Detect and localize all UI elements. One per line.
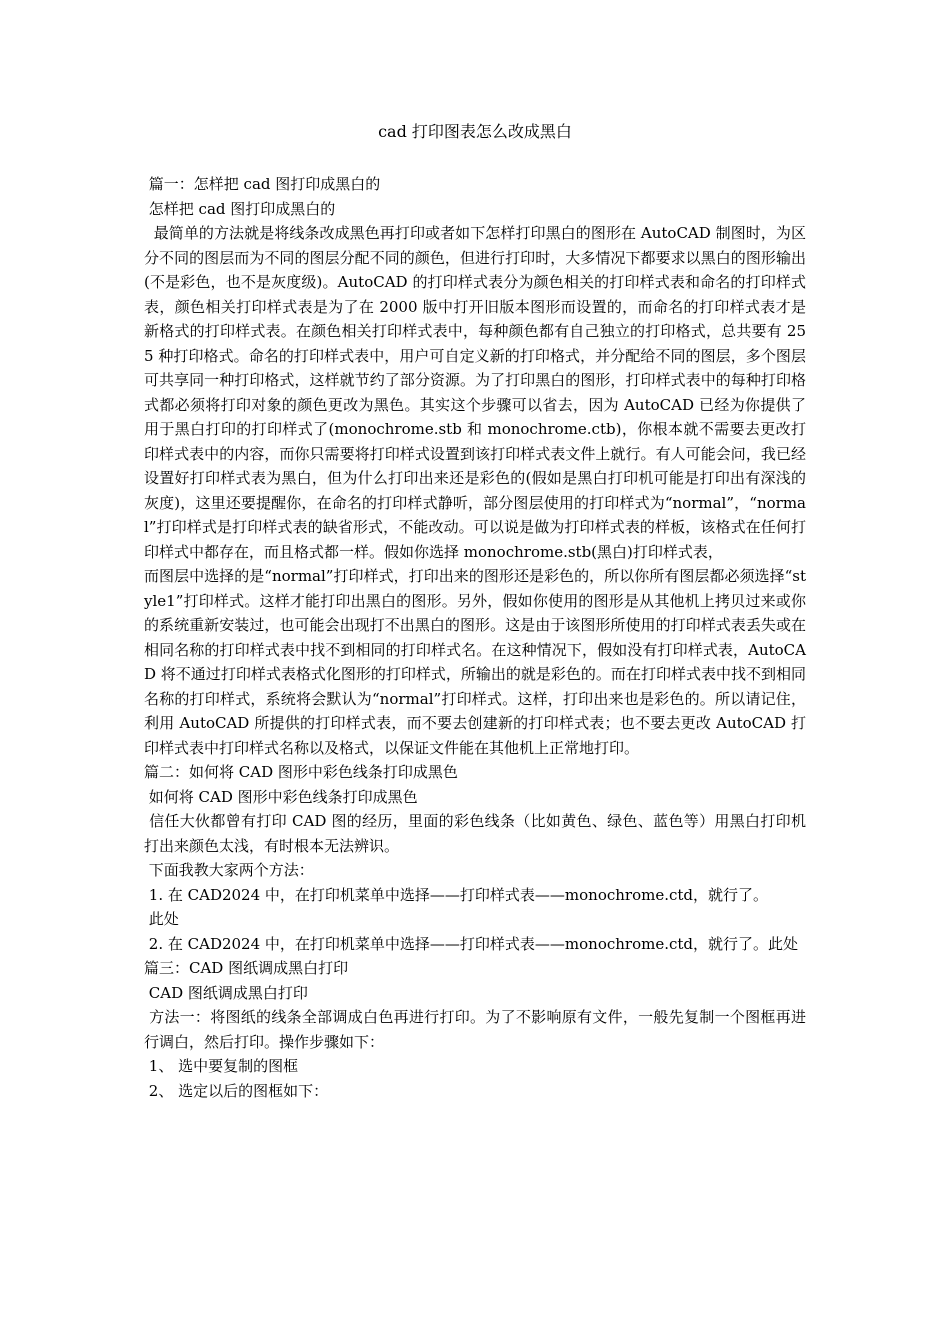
section-2-method-1: 1. 在 CAD2024 中，在打印机菜单中选择——打印样式表——monochrome.ctd，就行了。 — [144, 885, 769, 904]
section-2-subheading: 如何将 CAD 图形中彩色线条打印成黑色 — [144, 787, 418, 806]
section-3-method-1: 方法一：将图纸的线条全部调成白色再进行打印。为了不影响原有文件，一般先复制一个图框再进行调白，然后打印。操作步骤如下： — [144, 1008, 806, 1051]
section-1-subheading: 怎样把 cad 图打印成黑白的 — [144, 199, 336, 218]
section-2-body-paragraph: 信任大伙都曾有打印 CAD 图的经历，里面的彩色线条（比如黄色、绿色、蓝色等）用黑白打印机打出来颜色太浅，有时根本无法辨识。 — [144, 812, 806, 855]
section-1-body-paragraph: 最简单的方法就是将线条改成黑色再打印或者如下怎样打印黑白的图形在 AutoCAD 制图时，为区分不同的图层而为不同的图层分配不同的颜色，但进行打印时，大多情况下都要求以黑白的图形输出(不是彩色，也不是灰度级)。AutoCAD 的打印样式表分为颜色相关的打印样式表和命名的打印样式表，颜色相关打印样式表是为了在 2000 版中打开旧版本图形而设置的，而命名的打印样式表才是新格式的打印样式表。在颜色相关打印样式表中，每种颜色都有自己独立的打印格式，总共要有 255 种打印格式。命名的打印样式表中，用户可自定义新的打印格式，并分配给不同的图层，多个图层可共享同一种打印格式，这样就节约了部分资源。为了打印黑白的图形，打印样式表中的每种打印格式都必须将打印对象的颜色更改为黑色。其实这个步骤可以省去，因为 AutoCAD 已经为你提供了用于黑白打印的打印样式了(monochrome.stb 和 monochrome.ctb)，你根本就不需要去更改打印样式表中的内容，而你只需要将打印样式设置到该打印样式表文件上就行。有人可能会问，我已经设置好打印样式表为黑白，但为什么打印出来还是彩色的(假如是黑白打印机可能是打印出有深浅的灰度)，这里还要提醒你，在命名的打印样式静听，部分图层使用的打印样式为“normal”，“normal”打印样式是打印样式表的缺省形式，不能改动。可以说是做为打印样式表的样板，该格式在任何打印样式中都存在，而且格式都一样。假如你选择 monochrome.stb(黑白)打印样式表， — [144, 224, 806, 561]
section-3-heading: 篇三：CAD 图纸调成黑白打印 — [144, 959, 349, 977]
section-3-step-1: 1、 选中要复制的图框 — [144, 1057, 299, 1075]
section-1-body-paragraph-continued: 而图层中选择的是“normal”打印样式，打印出来的图形还是彩色的，所以你所有图层都必须选择“style1”打印样式。这样才能打印出黑白的图形。另外，假如你使用的图形是从其他机上拷贝过来或你的系统重新安装过，也可能会出现打不出黑白的图形。这是由于该图形所使用的打印样式表丢失或在相同名称的打印样式表中找不到相同的打印样式名。在这种情况下，假如没有打印样式表，AutoCAD 将不通过打印样式表格式化图形的打印样式，所输出的就是彩色的。而在打印样式表中找不到相同名称的打印样式，系统将会默认为“normal”打印样式。这样，打印出来也是彩色的。所以请记住，利用 AutoCAD 所提供的打印样式表，而不要去创建新的打印样式表；也不要去更改 AutoCAD 打印样式表中打印样式名称以及格式，以保证文件能在其他机上正常地打印。 — [144, 567, 806, 757]
section-2-method-2: 2. 在 CAD2024 中，在打印机菜单中选择——打印样式表——monochrome.ctd，就行了。此处 — [144, 934, 799, 953]
document-page — [144, 120, 806, 1103]
section-1-heading: 篇一：怎样把 cad 图打印成黑白的 — [144, 175, 381, 193]
section-3-step-2: 2、 选定以后的图框如下： — [144, 1081, 329, 1100]
document-title: cad 打印图表怎么改成黑白 — [378, 122, 572, 141]
section-2-heading: 篇二：如何将 CAD 图形中彩色线条打印成黑色 — [144, 763, 458, 781]
section-3-subheading: CAD 图纸调成黑白打印 — [144, 983, 308, 1002]
section-2-method-1-note: 此处 — [144, 910, 179, 928]
section-2-methods-intro: 下面我教大家两个方法： — [144, 861, 314, 879]
